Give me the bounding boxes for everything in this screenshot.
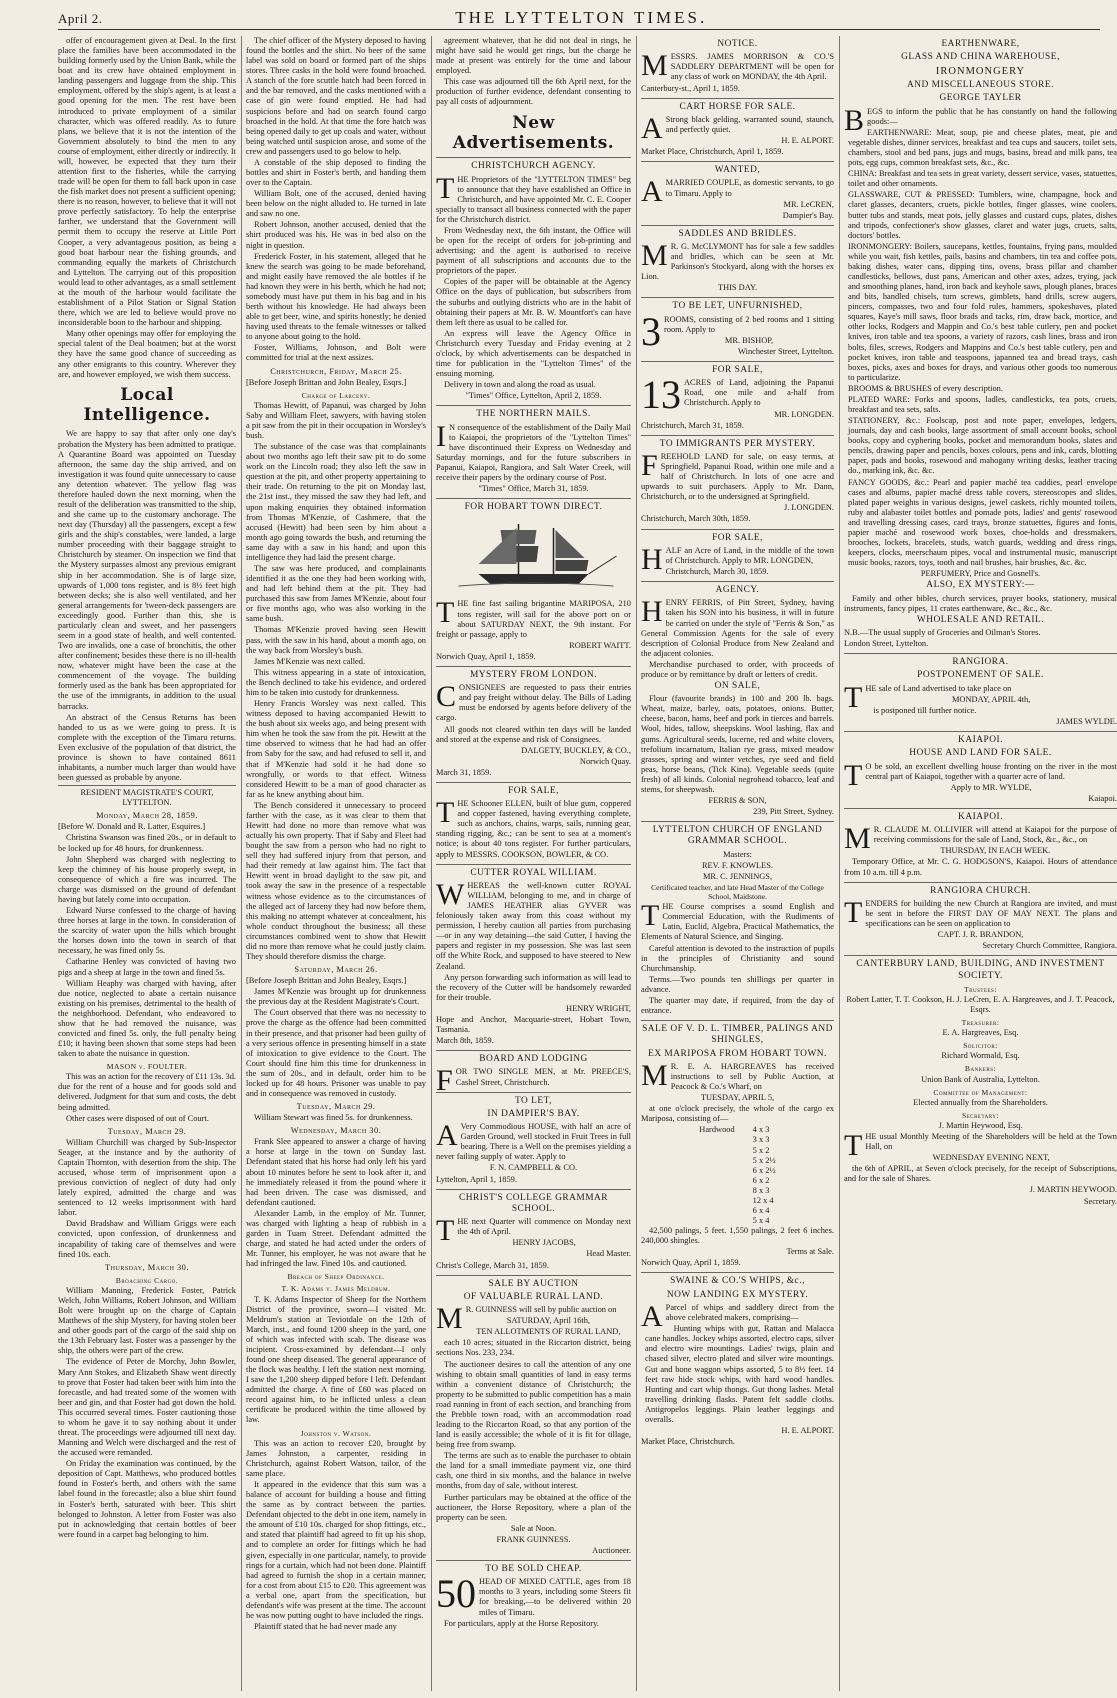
ad-text: HE usual Monthly Meeting of the Shareholders will be held at the Town Hall, on [865, 1132, 1117, 1152]
ad-text: Flour (favourite brands) in 100 and 200 lb. bags. Wheat, maize, barley, oats, potatoes, onions. Butter, cheese, bacon, hams, beef and pork in tierces and barrels. Wool, hides, tallow, sheepskins. Wool lashing, flax and gums. Agricultural seeds, lucerne, red and white clovers, trefolium incarnatum, Italian rye grass, mixed meadow grasses, spring and winter vetches, rye seed and field peas, horse beans, (Tick Kina). Vegetable seeds (quite fresh) of all kinds. Colonial negrohead tobacco, leaf and stems, for sheepwash. [641, 694, 834, 794]
ad-date: Lyttelton, April 1, 1859. [436, 1174, 517, 1184]
divider [58, 785, 236, 786]
ad-thirteen-acres [641, 361, 834, 435]
ad-heading: THE NORTHERN MAILS. [476, 409, 591, 420]
ad-text: Parcel of whips and saddlery direct from the above celebrated makers, comprising— [665, 1303, 834, 1323]
ad-date: WEDNESDAY EVENING NEXT, [932, 1153, 1050, 1163]
ad-text: REV. F. KNOWLES. [701, 860, 774, 870]
ad-label: Solicitor: [963, 1041, 998, 1051]
column-2 [241, 36, 426, 1691]
ad-location: 239, Pitt Street, Sydney. [753, 807, 834, 817]
ad-date: Christchurch, March 31, 1859. [641, 420, 744, 430]
issue-date: April 2. [58, 11, 103, 26]
ad-text: An express will leave the Agency Office in Christchurch every Tuesday and Friday evening at 2 o'clock, by which advertisements can be despatched in time for publication in the "Lyttelton Times" of the ensuing morning. [436, 328, 631, 379]
ad-signature: MR. BISHOP, [724, 335, 774, 345]
ad-cart-horse: CART HORSE FOR SALE. A Strong black gelding, warranted sound, staunch, and perfectly quiet. H. E. ALPORT. Market Place, Christchurch, April 1, 1859. [641, 98, 834, 162]
ad-board-and-lodging: BOARD AND LODGING FOR TWO SINGLE MEN, at Mr. PREECE'S, Cashel Street, Christchurch. [436, 1050, 631, 1091]
court-case: John Shepherd was charged with neglecting to keep the chimney of his house properly swept, in consequence of which a fire was incurred. The charge was dismissed on the ground of defendant having but lately come into occupation. [58, 854, 236, 904]
court-case: The Court observed that there was no necessity to prove the charge as the offence had been committed in their presence, and that prisoner had been guilty of a very serious offence in presenting himself in a state of intoxication to give evidence to the Court. The Court should fine him this time for drunkenness in the sum of 20s., and in default, order him to be locked up for 48 hours. Prisoner was unable to pay and in consequence was removed in custody. [246, 1008, 426, 1098]
ad-heading: RANGIORA CHURCH. [930, 885, 1031, 896]
ad-location: Norwich Quay. [579, 756, 631, 766]
lead-paragraph: Many other openings may offer for employing the special talent of the Deal boatmen; but at the worst they have the same good chance of succeeding as any other emigrants to this country. Wherever they are, and however employed, we wish them success. [58, 329, 236, 379]
court-case: Frank Slee appeared to answer a charge of having a horse at large in the town on Sunday last. Defendant stated that his horse had only left his yard about 10 minutes before he sent to look after it, and he immediately released it from the pound where it had been driven. The case was dismissed, and defendant cautioned. [246, 1137, 426, 1207]
ad-heading: SALE OF V. D. L. TIMBER, PALINGS AND SHINGLES, [642, 1024, 833, 1046]
ad-item: GLASSWARE, CUT & PRESSED: Tumblers, wine, champagne, hock and claret glasses, decanters, cruets, pickle bottles, finger glasses, wine coolers, butter tubs and stands, meat pots, jelly glasses and custard cups, plates, dishes and tripods, confectioner's show glasses, claret and water jugs, cruets, salts, doctors' bottles. [848, 190, 1117, 240]
ad-heading: CHRISTCHURCH AGENCY. [471, 161, 596, 172]
ad-item: FANCY GOODS, &c.: Pearl and papier maché tea caddies, pearl envelope cases and albums, papier maché dress table covers, stereoscopes and slides, plated paper weights in various designs, jewel caskets, richly mounted toilets, ruby and alabaster toilet bottles and pomade pots, ladies' and gents' rosewood and travelling dressing cases, card trays, bronze statuettes, figures and fonts, papier maché and rosewood work boxes, choe-holds and dressmakers, brooches, lockets, bracelets, studs, watch guards, wedding and dress rings, keepers, clocks, meerschaum pipes, vocal and instrumental music, manuscript music books, razors, toys, tooth and nail brushes, hair brushes, &c. &c. [848, 477, 1117, 568]
ad-heading: WANTED, [714, 165, 761, 176]
ad-text: THIS DAY. [717, 283, 758, 293]
court-date: Wednesday, March 30. [290, 1126, 382, 1136]
timber-table [641, 1125, 834, 1226]
court-date: Saturday, March 26. [294, 965, 378, 975]
timber-size: 5 x 2½ [752, 1155, 776, 1165]
ad-text: HE Schooner ELLEN, built of blue gum, coppered and copper fastened, having everything complete, such as anchors, chains, warps, sails, running gear, standing rigging, &c.; can be sent to sea at a moment's notice; is about 40 tons register. For further particulars, apply to MESSRS. COOKSON, BOWLER, & CO. [436, 799, 631, 859]
ad-heading: FOR SALE, [508, 785, 559, 796]
ad-location: London Street, Lyttelton. [844, 639, 929, 649]
ad-text: Any person forwarding such information as will lead to the recovery of the Cutter will be handsomely rewarded for their trouble. [436, 972, 631, 1002]
ad-item: STATIONERY, &c.: Foolscap, post and note paper, envelopes, ledgers, journals, day and cash books, large assortment of small account books, school books, copy and cyphering books, pocket and memorandum books, slates and pencils, drawing paper and pencils, boxes colours, pens and ink, cards, blotting paper, pads and books, rosewood and mahogany writing desks, leather tracing do., marking ink, &c. &c. [848, 416, 1117, 476]
court-case: This was an action for the recovery of £11 13s. 3d. due for the rent of a house and for goods sold and delivered. Judgment for that sum and costs, the debt being admitted. [58, 1072, 236, 1112]
ad-text: N.B.—The usual supply of Groceries and Oilman's Stores. [844, 628, 1041, 638]
ad-heading: TO BE SOLD CHEAP. [485, 1564, 582, 1575]
ad-text: ENDERS for building the new Church at Rangiora are invited, and must be sent in before the FIRST DAY OF MAY NEXT. The plans and specifications can be seen on application to [865, 898, 1117, 929]
ad-location: Dampier's Bay. [782, 210, 834, 220]
ad-christchurch-agency: CHRISTCHURCH AGENCY. THE Proprietors of the "LYTTELTON TIMES" beg to announce that they have established an Office in Christchurch, and have appointed Mr. C. E. Cooper specially to transact all business connected with the paper for the Christchurch district. From Wednesday next, the 6th instant, the Office will be open for the receipt of orders for job-printing and advertising; and the agent is authorised to receive payment of all subscriptions and accounts due to the proprietors of the paper. Copies of the paper will be obtainable at the Agency Office on the days of publication, but subscribers from the suburbs and outlying districts who are in the habit of obtaining their papers at Mr. B. W. Mountfort's can have them left there as usual to be called for. An express will leave the Agency Office in Christchurch every Tuesday and Friday evening at 2 o'clock, by which advertisements can be despatched in time for publication in the "Lyttelton Times" of the ensuing morning. Delivery in town and along the road as usual. "Times" Office, Lyttelton, April 2, 1859. [436, 157, 631, 405]
ad-heading: EARTHENWARE, [941, 39, 1020, 49]
ad-heading: TO BE LET, UNFURNISHED, [672, 301, 803, 312]
ad-text: Hunting whips with gut, Rattan and Malacca cane handles. Jockey whips assorted, electro caps, silver and electro wire mountings. Ladies' twigs, plain and chased silver, electro plated and silver wire mountings. Gut and bone waggon whips assorted, 5 to 8½ feet. 14 feet raw hide stock whips, with hard wood handles. Hunting and cart whip thongs. Gut thong lashes. Metal travelling drinking flasks. Patent felt saddle cloths. Antigropelos leggings. Plain leather leggings and overalls. [645, 1324, 834, 1424]
ad-text: The auctioneer desires to call the attention of any one wishing to obtain small quantities of land in easy terms within a convenient distance of Christchurch; the property to be submitted to public competition has a main road running in front of each section, and branching from the Prebble town road, with an accommodation road leading to the Riccarton Road, so that any portion of the land is easily accessible; the whole of it is fit for tillage, being free from swamp. [436, 1359, 631, 1450]
court-case: David Bradshaw and William Griggs were each convicted, upon confession, of drunkenness and incapability of taking care of themselves and were fined 10s. each. [58, 1219, 236, 1259]
ad-text: Terms at Sale. [786, 1247, 834, 1257]
ad-label: Secretary: [961, 1110, 1000, 1120]
ad-label: Treasurer: [961, 1018, 1000, 1028]
timber-size: 6 x 2½ [752, 1165, 776, 1175]
ad-text: ONSIGNEES are requested to pass their entries and pay freight without delay. The Bills of Lading must be endorsed by agents before delivery of the cargo. [436, 683, 631, 723]
ship-illustration-icon [436, 516, 631, 596]
ad-heading: SALE BY AUCTION [488, 1278, 579, 1289]
court-case: The Bench considered it unnecessary to proceed farther with the case, as it was clear to them that Hewitt had done no more than remove what was actually his own property. That if Saby and Fleet had bought the saw from a person who had no right to sell they had suffered injury from that person, and had their remedy at law against him. The fact that Hewitt went in broad daylight to the saw pit, and took away the saw in the presence of a respectable witness whose evidence as to the circumstances of the alleged act of larceny they had now before them, this making no attempt whatever at concealment, his whole conduct throughout the business; all these circumstances combined went to show that Hewitt did no more than remove what he could justly claim. They should therefore dismiss the charge. [246, 800, 426, 961]
article-paragraph: agreement whatever, that he did not deal in rings, he might have said he would get rings, but the charge he made at present was entirely for the time and labour employed. [436, 36, 631, 76]
ad-role: Head Master. [586, 1249, 631, 1259]
ad-agency-ferris: AGENCY. HENRY FERRIS, of Pitt Street, Sydney, having taken his SON into his business, it will in future be carried on under the style of "Ferris & Son," as General Commission Agents for the sale of every description of Colonial Produce from New Zealand and the adjacent colonies. Merchandise purchased to order, with proceeds of produce or by remittance by draft or letters of credit. ON SALE, Flour (favourite brands) in 100 and 200 lb. bags. Wheat, maize, barley, oats, potatoes, onions. Butter, cheese, bacon, hams, beef and pork in tierces and barrels. Wool, hides, tallow, sheepskins. Wool lashing, flax and gums. Agricultural seeds, lucerne, red and white clovers, trefolium incarnatum, Italian rye grass, mixed meadow grasses, spring and winter vetches, rye seed and field peas, horse beans, (Tick Kina). Vegetable seeds (quite fresh) of all kinds. Colonial negrohead tobacco, leaf and stems, for sheepwash. FERRIS & SON, 239, Pitt Street, Sydney. [641, 581, 834, 821]
ad-grammar-school: LYTTELTON CHURCH OF ENGLAND GRAMMAR SCHOOL. Masters: REV. F. KNOWLES. MR. C. JENNINGS, Certificated teacher, and late Head Master of the College School, Maidstone. THE Course comprises a sound English and Commercial Education, with the Rudiments of Latin, Euclid, Algebra, Practical Mathematics, the Elements of Natural Science, and Singing. Careful attention is devoted to the instruction of pupils in the principles of Christianity and sound Churchmanship. Terms.—Two pounds ten shillings per quarter in advance. The quarter may date, if required, from the day of entrance. [641, 821, 834, 1020]
court-case: Thomas Hewitt, of Papanui, was charged by John Saby and William Fleet, sawyers, with having stolen a pit saw from the pit in their occupation in Worsley's bush. [246, 400, 426, 440]
ad-text: Masters: [723, 849, 752, 859]
ad-date: Market Place, Christchurch, April 1, 1859. [641, 147, 784, 157]
ad-label: Trustees: [964, 984, 997, 994]
ad-item: BROOMS & BRUSHES of every description. [848, 383, 1003, 393]
ad-text: EGS to inform the public that he has constantly on hand the following goods:— [867, 106, 1117, 126]
court-case: The substance of the case was that complainants about two months ago left their saw pit to do some work on the Lincoln road; they also left the saw in question at the pit, and other property appertaining to their trade. On returning to the pit on Monday last, the 21st inst., they missed the saw they had left, and upon making enquiries they obtained information from Thomas M'Kenzie, of Cashmere, that the accused (Hewitt) had been seen by him about a month ago going towards the bush, and returning the same day with a saw in his hand; and upon this intelligence they had laid the present charge. [246, 442, 426, 562]
ad-text: HE fine fast sailing brigantine MARIPOSA, 210 tons register, will sail for the above port on or about SATURDAY NEXT, the 9th instant. For freight or passage, apply to [436, 599, 631, 639]
ad-location: Hope and Anchor, Macquarie-street, Hobart Town, Tasmania. [436, 1014, 631, 1035]
ad-text: Family and other bibles, church services, prayer books, stationery, musical instruments, fancy pipes, 11 crates earthenware, &c., &c., &c. [844, 593, 1117, 613]
case-heading: MASON v. FOULTER. [106, 1062, 188, 1072]
ad-heading: SWAINE & CO.'S WHIPS, &c., [670, 1276, 805, 1287]
columns [58, 36, 1117, 1691]
ad-text: HE Proprietors of the "LYTTELTON TIMES" beg to announce that they have established an Office in Christchurch, and have appointed Mr. C. E. Cooper specially to transact all business connected with the paper for the Christchurch district. [436, 174, 631, 224]
ad-signature: FERRIS & SON, [708, 796, 767, 806]
ad-text: Strong black gelding, warranted sound, staunch, and perfectly quiet. [665, 114, 834, 134]
ad-text: For particulars, apply at the Horse Repository. [444, 1618, 599, 1628]
timber-size: 6 x 4 [752, 1206, 770, 1215]
timber-size: 3 x 3 [752, 1135, 770, 1145]
ad-text: Further particulars may be obtained at the office of the auctioneer, the Horse Repository, where a plan of the property can be seen. [436, 1492, 631, 1522]
ad-heading: NOTICE. [717, 39, 758, 49]
ad-heading: FOR SALE, [712, 365, 763, 376]
timber-size: 4 x 3 [752, 1125, 770, 1135]
ad-mixed-cattle [436, 1560, 631, 1633]
ad-text: HE Course comprises a sound English and Commercial Education, with the Rudiments of Latin, Euclid, Algebra, Practical Mathematics, the Elements of Natural Science, and Singing. [641, 902, 834, 942]
ad-text: Careful attention is devoted to the instruction of pupils in the principles of Christianity and sound Churchmanship. [641, 943, 834, 973]
ad-signature: F. N. CAMPBELL & CO. [489, 1163, 578, 1173]
court-case: Christina Swanson was fined 20s., or in default to be locked up for 48 hours, for drunkenness. [58, 833, 236, 853]
article-paragraph: Robert Johnson, another accused, denied that the shirt produced was his. He was in bed also on the night in question. [246, 220, 426, 250]
ad-date: THURSDAY, IN EACH WEEK. [940, 846, 1051, 856]
ad-signature: J. LONGDEN. [783, 503, 834, 513]
court-case: Catharine Henley was convicted of having two pigs and a sheep at large in the town and fined 5s. [58, 957, 236, 977]
timber-size: 5 x 2 [752, 1145, 770, 1155]
masthead [58, 8, 1100, 30]
court-case: On Friday the examination was continued, by the deposition of Capt. Matthews, who produced bottles found in Foster's berth, and others with the same label found in the forecastle; also a blue shirt found in Foster's berth, saturated with beer. This shirt belonged to Johnston. A letter from Foster was also put in acknowledging that certain bottles of beer were found in a carpet bag belonging to him. [58, 1459, 236, 1539]
court-case: William Churchill was charged by Sub-Inspector Seager, at the instance and by the authority of Captain Thornton, with desertion from the ship. The accused, whose term of imprisonment upon a previous conviction of neglect of duty had only lately expired, admitted the charge and was sentenced to 12 weeks imprisonment with hard labor. [58, 1137, 236, 1218]
ad-text: 42,500 palings, 5 feet. 1,550 palings, 2 feet 6 inches. 240,000 shingles. [641, 1226, 834, 1246]
timber-size: 5 x 4 [752, 1216, 770, 1226]
ad-subheading: OF VALUABLE RURAL LAND. [463, 1291, 604, 1302]
article-paragraph: William Bolt, one of the accused, denied having been below on the night alluded to. He turned in late and saw no one. [246, 189, 426, 219]
ad-date: Canterbury-st., April 1, 1859. [641, 83, 740, 93]
ad-sale-by-auction: SALE BY AUCTION OF VALUABLE RURAL LAND. M R. GUINNESS will sell by public auction on SATURDAY, April 16th, TEN ALLOTMENTS OF RURAL LAND, each 10 acres; situated in the Riccarton district, being sections Nos. 233, 234. The auctioneer desires to call the attention of any one wishing to obtain small quantities of land in easy terms within a convenient distance of Christchurch; the property to be submitted to public competition has a main road running in front of each section, and branching from the Prebble town road, with an accommodation road leading to the Riccarton Road, so that any portion of the land is easily accessible; the whole of it is fit for tillage, being free from swamp. The terms are such as to enable the purchaser to obtain the land for a small immediate payment viz, one third cash, one third in six months, and the balance in twelve months, from day of sale, without interest. Further particulars may be obtained at the office of the auctioneer, the Horse Repository, where a plan of the property can be seen. Sale at Noon. FRANK GUINNESS. Auctioneer. [436, 1275, 631, 1560]
ad-role: Secretary Church Committee, Rangiora. [982, 941, 1117, 951]
court-case: William Stewart was fined 5s. for drunkenness. [254, 1113, 413, 1123]
column-1 [58, 36, 236, 1691]
ad-heading: CHRIST'S COLLEGE GRAMMAR SCHOOL. [458, 1192, 609, 1214]
ad-text: Richard Wormald, Esq. [941, 1051, 1020, 1061]
ad-heading: KAIAPOI. [958, 735, 1003, 746]
ad-text: MR. C. JENNINGS, [702, 871, 773, 881]
court-bench: [Before Joseph Brittan and John Bealey, Esqrs.] [246, 377, 407, 387]
ad-signature: Apply to MR. WYLDE, [950, 782, 1032, 792]
ad-earthenware-warehouse: EARTHENWARE, GLASS AND CHINA WAREHOUSE, IRONMONGERY AND MISCELLANEOUS STORE. GEORGE TAYLER BEGS to inform the public that he has constantly on hand the following goods:— EARTHENWARE: Meat, soup, pie and cheese plates, meat, pie and vegetable dishes, dinner services, breakfast and tea cups and saucers, toilet sets, chambers, stool and bed pans, jugs and mugs, basins, bread and milk pans, tea pots, egg cups, common breakfast sets, &c., &c. CHINA: Breakfast and tea sets in great variety, dessert service, vases, statuettes, toilet and other ornaments. GLASSWARE, CUT & PRESSED: Tumblers, wine, champagne, hock and claret glasses, decanters, cruets, pickle bottles, finger glasses, wine coolers, butter tubs and stands, meat pots, jelly glasses and custard cups, plates, dishes and tripods, confectioner's show glasses, claret and water jugs, cruets, salts, doctors' bottles. IRONMONGERY: Boilers, saucepans, kettles, fountains, frying pans, moulded while you wait, fish kettles, pails, basins and chambers, tin tea and coffee pots, baking dishes, water cans, dipping tins, ovens, brass pillar and chamber candlesticks, bellows, dust pans, American and other axes, adzes, trying, jack and smoothing planes, hand, iron back and keyhole saws, plough planes, braces and bits, handled chisels, turn screws, gimblets, hand drills, screw augers, pincers, compasses, two and four fold rules, hammers, spokeshaves, plated squares, Kaye's mill saws, floor brads and tacks, rim, draw back, mortice, and other locks, Rodgers and Mappin and Co.'s best table cutlery, pen and pocket knives, iron table and tea spoons, a variety of razors, cash lines, brass and iron bolts, files, screws, Rodgers and Mappins and Co.'s best table cutlery, pen and pocket knives, iron table and teaspoons, japanned tea and bread trays, cash boxes, picks, axes and boxes for drays, and various other goods too numerous to particularize. BROOMS & BRUSHES of every description. PLATED WARE: Forks and spoons, ladles, candlesticks, tea pots, cruets, breakfast and tea sets, salts. STATIONERY, &c.: Foolscap, post and note paper, envelopes, ledgers, journals, day and cash books, large assortment of small account books, school books, copy and cyphering books, pocket and memorandum books, slates and pencils, drawing paper and pencils, boxes colours, pens and ink, cards, blotting paper, pads and books, rosewood and mahogany writing desks, leather tracing do., marking ink, &c. &c. FANCY GOODS, &c.: Pearl and papier maché tea caddies, pearl envelope cases and albums, papier maché dress table covers, stereoscopes and slides, plated paper weights in various designs, jewel caskets, richly mounted toilets, ruby and alabaster toilet bottles and pomade pots, ladies' and gents' rosewood and travelling dressing cases, card trays, bronze statuettes, figures and fonts, papier maché and rosewood work boxes, choe-holds and dressmakers, brooches, lockets, bracelets, studs, watch guards, wedding and dress rings, keepers, clocks, meerschaum pipes, vocal and instrumental music, manuscript music books, razors, toys, tooth and nail brushes, hair brushes, &c. &c. PERFUMERY, Price and Gosnell's. ALSO, EX MYSTERY:— Family and other bibles, church services, prayer books, stationery, musical instruments, fancy pipes, 11 crates earthenware, &c., &c., &c. WHOLESALE AND RETAIL. N.B.—The usual supply of Groceries and Oilman's Stores. London Street, Lyttelton. [844, 39, 1117, 649]
ad-label: Bankers: [964, 1064, 997, 1074]
ad-immigrants-mystery: TO IMMIGRANTS PER MYSTERY. FREEHOLD LAND for sale, on easy terms, at Springfield, Papanui Road, within one mile and a half of Christchurch. In lots of one acre and upwards to suit purchasers. Apply to Mr. Dann, Christchurch, or to the undersigned at Springfield. J. LONGDEN. Christchurch, March 30th, 1859. [641, 435, 834, 529]
timber-size: 6 x 2 [752, 1175, 770, 1185]
ad-date: SATURDAY, April 16th, [506, 1316, 590, 1326]
court-case: T. K. Adams Inspector of Sheep for the Northern District of the province, sworn—I visited Mr. Meldrum's station at Teviotdale on the 12th of March, inst., and found 1200 sheep in the yard, one of which was infected with scab. The disease was incipient. Cross-examined by defendant—I only found one sheep diseased. The general appearance of the flock was healthy. I left the station next morning. I saw the 1,200 sheep dipped before I left. Defendant admitted the charge. A fine of £60 was placed on record against him, to be inflicted unless a clean certificate be produced within the time allowed by law. [246, 1294, 426, 1425]
ad-text: R. CLAUDE M. OLLIVIER will attend at Kaiapoi for the purpose of receiving commissions for the sale of Land, Stock, &c., &c., on [873, 825, 1117, 845]
ad-heading: CUTTER ROYAL WILLIAM. [470, 867, 597, 878]
ad-text: J. Martin Heywood, Esq. [938, 1120, 1023, 1130]
ad-number: 3 [641, 308, 661, 354]
ad-subheading: WHOLESALE AND RETAIL. [916, 614, 1045, 625]
ad-text: Sale at Noon. [510, 1523, 557, 1533]
ad-subheading: NOW LANDING EX MYSTERY. [666, 1289, 809, 1300]
ad-subheading: HOUSE AND LAND FOR SALE. [909, 748, 1052, 759]
ad-signature: "Times" Office, March 31, 1859. [478, 484, 589, 494]
ad-text: O be sold, an excellent dwelling house fronting on the river in the most central part of Kaiapoi, together with a quarter acre of land. [865, 761, 1117, 781]
ad-text: All goods not cleared within ten days will be landed and stored at the expense and risk of Consignees. [436, 724, 631, 744]
newspaper-title: THE LYTTELTON TIMES. [455, 8, 708, 27]
ad-signature: JAMES WYLDE. [1056, 716, 1117, 726]
ad-to-be-let [641, 297, 834, 361]
ad-text: ROOMS, consisting of 2 bed rooms and 1 sitting room. Apply to [664, 314, 834, 334]
ad-text: ESSRS. JAMES MORRISON & CO.'S SADDLERY DEPARTMENT will be open for any class of work on MONDAY, the 4th April. [670, 52, 834, 82]
ad-subheading: ON SALE, [714, 680, 761, 691]
ad-signature: ROBERT WAITT. [569, 640, 631, 650]
ad-text: Delivery in town and along the road as usual. [444, 380, 596, 390]
ad-location: Winchester Street, Lyttelton. [738, 346, 834, 356]
court-case: The evidence of Peter de Morchy, John Bowler, Mary Ann Stokes, and Elizabeth Shaw went directly to prove that Foster had taken beer with him into the forecastle, and had treated some of the women with beer and gin, and that Foster had got down the hold. This occurred several times. Foster cautioning those to whom he gave it to say nothing about it under threat. The proceedings were adjourned till next day. Manning and Welch were discharged and the rest of the accused were remanded. [58, 1357, 236, 1458]
ad-text: R. E. A. HARGREAVES has received instructions to sell by Public Auction, at Peacock & Co.'s Wharf, on [670, 1061, 834, 1092]
ad-text: TEN ALLOTMENTS OF RURAL LAND, [476, 1327, 621, 1337]
article-paragraph: Foster, Williams, Johnson, and Bolt were committed for trial at the next assizes. [246, 343, 426, 363]
ad-cutter-royal-william: CUTTER ROYAL WILLIAM. WHEREAS the well-known cutter ROYAL WILLIAM, belonging to me, and in charge of JAMES HEATHER alias GYVER was feloniously taken away from this coast without my permission, I hereby caution all parties from purchasing—or in any way detaining—the said Cutter, I having the papers and register in my possession. She was last seen off the White Rock, and supposed to have steered to New Zealand. Any person forwarding such information as will lead to the recovery of the Cutter will be handsomely rewarded for their trouble. HENRY WRIGHT, Hope and Anchor, Macquarie-street, Hobart Town, Tasmania. March 8th, 1859. [436, 864, 631, 1051]
ad-text: REEHOLD LAND for sale, on easy terms, at Springfield, Papanui Road, within one mile and a half of Christchurch. In lots of one acre and upwards to suit purchasers. Apply to Mr. Dann, Christchurch, or to the undersigned at Springfield. [641, 452, 834, 502]
ad-date: MONDAY, APRIL 4th, [951, 694, 1031, 704]
ad-heading: RANGIORA. [952, 657, 1009, 668]
ad-heading: TO IMMIGRANTS PER MYSTERY. [659, 438, 816, 449]
ad-signature: DALGETY, BUCKLEY, & CO., [521, 745, 631, 755]
ad-christs-college: CHRIST'S COLLEGE GRAMMAR SCHOOL. THE next Quarter will commence on Monday next the 4th of April. HENRY JACOBS, Head Master. Christ's College, March 31, 1859. [436, 1189, 631, 1275]
column-3 [431, 36, 631, 1691]
ad-text: each 10 acres; situated in the Riccarton district, being sections Nos. 233, 234. [436, 1338, 631, 1358]
court-case: Thomas M'Kenzie proved having seen Hewitt pass, with the saw in his hand, about a month ago, on the way back from Worsley's bush. [246, 625, 426, 655]
ad-saddles-and-bridles: SADDLES AND BRIDLES. M R. G. McCLYMONT has for sale a few saddles and bridles, which can be seen at Mr. Parkinson's Stockyard, along with the horses ex Lion. THIS DAY. [641, 225, 834, 298]
ad-subheading: IN DAMPIER'S BAY. [487, 1108, 580, 1119]
ad-role: Secretary. [1083, 1196, 1117, 1206]
ad-northern-mails: THE NORTHERN MAILS. I N consequence of the establishment of the Daily Mail to Kaiapoi, the proprietors of the "Lyttelton Times" have discontinued their Express on Wednesday and Saturday mornings, and for the future subscribers in Papanui, Kaiapoi, Rangiora, and Salt Water Creek, will receive their papers by the ordinary course of Post. "Times" Office, March 31, 1859. [436, 405, 631, 498]
ad-heading: LYTTELTON CHURCH OF ENGLAND GRAMMAR SCHOOL. [652, 825, 823, 847]
ad-heading: CART HORSE FOR SALE. [679, 101, 796, 112]
timber-size: 8 x 3 [752, 1185, 770, 1195]
ad-kaiapoi-ollivier: KAIAPOI. M R. CLAUDE M. OLLIVIER will attend at Kaiapoi for the purpose of receiving commissions for the sale of Land, Stock, &c., &c., on THURSDAY, IN EACH WEEK. Temporary Office, at Mr. C. G. HODGSON'S, Kaiapoi. Hours of attendance from 10 a.m. till 4 p.m. [844, 808, 1117, 882]
ad-text: Terms.—Two pounds ten shillings per quarter in advance. [641, 974, 834, 994]
court-case: It appeared in the evidence that this sum was a balance of account for building a house and fitting the same as by contract between the parties. Defendant objected to the debt in one item, namely in the amount of £10 10s. charged for shop fittings, etc., and stated that plaintiff had agreed to fit up his shop, and to complete an order for fittings which he had given, especially in one particular, namely, to provide rings for a curtain, which had not been done. Plaintiff had agreed to furnish the shop in a certain manner, for a cost from about £15 to £20. This agreement was a verbal one, apart from the specification, but defendant's wife was present at the time. The account he was now putting ought to have included the rings. [246, 1479, 427, 1620]
ad-signature: FRANK GUINNESS. [496, 1534, 571, 1544]
court-case: Other cases were disposed of out of Court. [66, 1113, 209, 1123]
ad-item: EARTHENWARE: Meat, soup, pie and cheese plates, meat, pie and vegetable dishes, dinner services, breakfast and tea cups and saucers, toilet sets, chambers, stool and bed pans, jugs and mugs, basins, bread and milk pans, tea pots, egg cups, common breakfast sets, &c., &c. [848, 127, 1117, 168]
ad-date: Christchurch, March 30, 1859. [665, 566, 769, 576]
ad-hobart-town: FOR HOBART TOWN DIRECT. THE fine fast sailing brigantine MARIPOSA, 210 tons register, will sail for the above port on or about SATURDAY NEXT, the 9th instant. For freight or passage, apply to ROBERT WAITT. Norwich Quay, April 1, 1859. [436, 498, 631, 666]
article-paragraph: A constable of the ship deposed to finding the bottles and shirt in Foster's berth, and handing them over to the Captain. [246, 157, 426, 188]
column-5 [839, 36, 1117, 1691]
ad-heading: CANTERBURY LAND, BUILDING, AND INVESTMENT SOCIETY. [856, 959, 1105, 981]
ad-date: Norwich Quay, April 1, 1859. [436, 651, 536, 661]
ad-text: The terms are such as to enable the purchaser to obtain the land for a small immediate payment viz, one third cash, one third in six months, and the balance in twelve months, from day of sale, without interest. [436, 1451, 631, 1491]
case-heading: T. K. Adams v. James Meldrum. [281, 1284, 391, 1294]
ad-heading: BOARD AND LODGING [479, 1054, 588, 1065]
lead-paragraph: offer of encouragement given at Deal. In the first place the families have been accommodated in the building formerly used by the Union Bank, while the boat and its crew have obtained employment in landing passengers and luggage from the ship. This employment, offered by the ship's agent, is at least a good opening for the men. The rest have been introduced to private employment of a similar character, which was offered readily. As to future plans, we believe that it is not the intention of the Government absolutely to bind the men to any course of employment, either directly or indirectly. It will, however, be expected that they turn their attention first to the fisheries, while the carrying trade will be open for them to fall back upon in case the fish market does not present a sufficient opening; there is no reason, however, to believe that it will not prove perfectly satisfactory. To help the enterprise farther, we understand that the Government will permit them to occupy the reserve at Little Port Cooper, a very advantageous position, as being a good boat harbour near the fishing grounds, and commanding equally the markets of Christchurch and Lyttelton. The carrying out of this proposition would lead to other advantages, as a small settlement at the mouth of the harbour would facilitate the establishment of a Pilot Station or Signal Station there, which we are led to believe would prove no inconsiderable boon to the harbour and shipping. [58, 36, 236, 328]
article-paragraph: Frederick Foster, in his statement, alleged that he knew the search was going to be made beforehand, and might easily have removed the ale bottles if he had known they were in his berth, which he had not; somebody must have put them in his bag and in his berth without his knowledge. He had always been able to get beer, wine, and spirits honestly; he denied having used threats to the female witnesses or talked to anyone about going to the hold. [246, 251, 426, 342]
ad-text: ALF an Acre of Land, in the middle of the town of Christchurch. Apply to MR. LONGDEN, [665, 545, 834, 565]
ad-label: Committee of Management: [933, 1087, 1028, 1097]
ad-heading: TO LET, [515, 1095, 552, 1106]
ad-wanted: WANTED, AMARRIED COUPLE, as domestic servants, to go to Timaru. Apply to MR. LeCREN, Dampier's Bay. [641, 161, 834, 225]
ad-timber-sale: SALE OF V. D. L. TIMBER, PALINGS AND SHINGLES, EX MARIPOSA FROM HOBART TOWN. M R. E. A. HARGREAVES has received instructions to sell by Public Auction, at Peacock & Co.'s Wharf, on TUESDAY, APRIL 5, at one o'clock precisely, the whole of the cargo ex Mariposa, consisting of— Hardwood 4 x 3 3 x 3 5 x 2 5 x 2½ 6 x 2½ 6 x 2 8 x 3 12 x 4 6 x 4 5 x 4 42,500 palings, 5 feet. 1,550 palings, 2 feet 6 inches. 240,000 shingles. Terms at Sale. Norwich Quay, April 1, 1859. [641, 1020, 834, 1272]
ad-text: HEAD OF MIXED CATTLE, ages from 18 months to 3 years, including some Steers fit for breaking,—to be delivered within 20 miles of Timaru. [479, 1577, 631, 1617]
ad-subheading: IRONMONGERY [935, 65, 1026, 77]
ad-signature: J. MARTIN HEYWOOD. [1029, 1185, 1117, 1195]
ad-date: TUESDAY, APRIL 5, [700, 1093, 775, 1103]
ad-date: March 8th, 1859. [436, 1036, 494, 1046]
ad-signature: H. E. ALPORT. [781, 136, 834, 146]
timber-sizes [753, 1125, 776, 1226]
ad-signature: H. E. ALPORT. [781, 1425, 834, 1435]
ad-text: Merchandise purchased to order, with proceeds of produce or by remittance by draft or letters of credit. [641, 659, 834, 679]
case-heading: Charge of Larceny. [301, 390, 371, 400]
ad-heading: SADDLES AND BRIDLES. [678, 228, 797, 239]
ad-location: Market Place, Christchurch. [641, 1437, 735, 1447]
court-date: Tuesday, March 29. [107, 1126, 187, 1136]
ad-text: R. GUINNESS will sell by public auction on [465, 1305, 617, 1315]
ad-heading: MYSTERY FROM LONDON. [469, 669, 598, 680]
court-bench: [Before W. Donald and R. Latter, Esquires.] [58, 822, 206, 832]
ad-text: Union Bank of Australia, Lyttelton. [921, 1074, 1040, 1084]
ad-text: Elected annually from the Shareholders. [913, 1097, 1048, 1107]
column-4 [636, 36, 834, 1691]
ad-location: Kaiapoi. [1088, 793, 1117, 803]
ad-text: R. G. McCLYMONT has for sale a few saddles and bridles, which can be seen at Mr. Parkinson's Stockyard, along with the horses ex Lion. [641, 242, 834, 282]
local-intelligence-heading: Local Intelligence. [83, 384, 211, 426]
ad-text: the 6th of APRIL, at Seven o'clock precisely, for the receipt of Subscriptions, and for the sale of Shares. [844, 1164, 1117, 1184]
case-heading: Breach of Sheep Ordinance. [287, 1272, 385, 1282]
case-heading: Johnston v. Watson. [300, 1428, 372, 1438]
court-date: Tuesday, March 29. [296, 1102, 376, 1112]
timber-size: 12 x 4 [752, 1195, 774, 1205]
ad-date: Christchurch, March 30th, 1859. [641, 514, 751, 524]
ad-signature: CAPT. J. R. BRANDON, [937, 930, 1024, 940]
court-date: Monday, March 28, 1859. [96, 811, 198, 821]
court-case: Edward Nurse confessed to the charge of having three horses at large in the town. In consideration of the scarcity of water upon the hills which brought the horses down into the town in search of that necessary, he was fined only 5s. [58, 906, 236, 956]
ad-signature: MR. LONGDEN. [774, 409, 834, 419]
ad-item: CHINA: Breakfast and tea sets in great variety, dessert service, vases, statuettes, toilet and other ornaments. [848, 169, 1117, 189]
ad-date: Norwich Quay, April 1, 1859. [641, 1258, 741, 1268]
ad-text: The quarter may date, if required, from the day of entrance. [641, 995, 834, 1015]
court-date: Christchurch, Friday, March 25. [270, 366, 402, 376]
ad-text: From Wednesday next, the 6th instant, the Office will be open for the receipt of orders for job-printing and advertising; and the agent is authorised to receive payment of all subscriptions and accounts due to the proprietors of the paper. [436, 226, 631, 276]
new-advertisements-heading: New Advertisements. [452, 112, 615, 153]
article-paragraph: This case was adjourned till the 6th April next, for the production of further evidence, defendant consenting to pay all costs of adjournment. [436, 77, 631, 107]
court-date: Thursday, March 30. [105, 1262, 189, 1272]
ad-heading: FOR SALE, [712, 532, 763, 543]
ad-role: Auctioneer. [592, 1545, 631, 1555]
ad-text: is postponed till further notice. [873, 705, 977, 715]
ad-text: at one o'clock precisely, the whole of the cargo ex Mariposa, consisting of— [641, 1104, 834, 1124]
court-bench: [Before Joseph Brittan and John Bealey, Esqrs.] [246, 976, 407, 986]
court-case: The saw was here produced, and complainants identified it as the one they had been working with, and had left behind them at the pit. They had purchased this saw from James M'Kenzie, about four or five months ago, who was also working in the same bush. [246, 564, 426, 624]
ad-signature: HENRY WRIGHT, [566, 1003, 631, 1013]
ad-subheading: AND MISCELLANEOUS STORE. [907, 80, 1054, 91]
ad-half-acre: FOR SALE, HALF an Acre of Land, in the middle of the town of Christchurch. Apply to MR. LONGDEN, Christchurch, March 30, 1859. [641, 529, 834, 582]
ad-text: E. A. Hargreaves, Esq. [942, 1028, 1019, 1038]
ad-signature: "Times" Office, Lyttelton, April 2, 1859. [465, 391, 602, 401]
ad-text: Robert Latter, T. T. Cookson, H. J. LeCren, E. A. Hargreaves, and J. T. Peacock, Esqrs. [846, 994, 1115, 1015]
ad-text: ACRES of Land, adjoining the Papanui Road, one mile and a-half from Christchurch. Apply to [684, 378, 834, 408]
ad-subheading: EX MARIPOSA FROM HOBART TOWN. [648, 1048, 827, 1059]
court-title: RESIDENT MAGISTRATE'S COURT, LYTTELTON. [80, 788, 214, 808]
ad-date: Christ's College, March 31, 1859. [436, 1260, 549, 1270]
article-paragraph: An abstract of the Census Returns has been handed to us as we were going to press. It is complete with the exception of the Timaru returns. Even exclusive of the population of that district, the province is shown to have contained 8611 inhabitants, a number much larger than would have been guessed as probable by anyone. [58, 712, 236, 783]
ad-text: HE sale of Land advertised to take place on [865, 683, 1012, 693]
ad-kaiapoi-house: KAIAPOI. HOUSE AND LAND FOR SALE. T O be sold, an excellent dwelling house fronting on the river in the most central part of Kaiapoi, together with a quarter acre of land. Apply to MR. WYLDE, Kaiapoi. [844, 731, 1117, 808]
ad-item: PERFUMERY, Price and Gosnell's. [920, 569, 1041, 579]
timber-label: Hardwood [699, 1125, 735, 1135]
ad-text: ENRY FERRIS, of Pitt Street, Sydney, having taken his SON into his business, it will in future be carried on under the style of "Ferris & Son," as General Commission Agents for the sale of every description of Colonial Produce from New Zealand and the adjacent colonies. [641, 598, 834, 658]
ad-heading: KAIAPOI. [958, 811, 1003, 822]
court-case: William Heaphy was charged with having, after due notice, neglected to abate a certain nuisance existing on his premises, detrimental to the health of the neighborhood. Defendant, who endeavored to show that he had removed the nuisance, was convicted and fined 5s. only, the full penalty being £10; it having been shown that some steps had been taken to abate the nuisance in question. [58, 978, 236, 1059]
court-case: Plaintiff stated that he had never made any [254, 1622, 397, 1632]
article-paragraph: The chief officer of the Mystery deposed to having found the bottles and the shirt. No beer of the same label was sold on board or formed part of the ships stores. Three casks in the hold were found broached. A stanch of the fore scuttle hatch had been forced in and the bar removed, and the casks mentioned with a case of gin were found emptied. He had had suspicions before and had on search found cargo broached in the hold. At that time the fore hatch was being opened daily to get up coals and water, without being watched until suspicion arose, and some of the crew and passengers used to go below to help. [246, 36, 426, 156]
ad-text: MARRIED COUPLE, as domestic servants, to go to Timaru. Apply to [665, 178, 834, 198]
ad-heading: FOR HOBART TOWN DIRECT. [464, 502, 603, 513]
ad-text: Certificated teacher, and late Head Master of the College School, Maidstone. [651, 882, 824, 902]
court-case: Alexander Lamb, in the employ of Mr. Tunner, was charged with lighting a heap of rubbish in a garden in Tuam Street. Defendant admitted the charge, and stated he had acted under the orders of Mr. Tunner, his employer, he was not aware that he had infringed the law. Fined 10s. and cautioned. [246, 1208, 426, 1269]
ad-date: March 31, 1859. [436, 767, 492, 777]
ad-item: IRONMONGERY: Boilers, saucepans, kettles, fountains, frying pans, moulded while you wait, fish kettles, pails, basins and chambers, tin tea and coffee pots, baking dishes, water cans, dipping tins, ovens, brass pillar and chamber candlesticks, bellows, dust pans, American and other axes, adzes, trying, jack and smoothing planes, hand, iron back and keyhole saws, plough planes, braces and bits, handled chisels, turn screws, gimblets, hand drills, screw augers, pincers, compasses, two and four fold rules, hammers, spokeshaves, plated squares, Kaye's mill saws, floor brads and tacks, rim, draw back, mortice, and other locks, Rodgers and Mappin and Co.'s best table cutlery, pen and pocket knives, iron table and tea spoons, a variety of razors, cash lines, brass and iron bolts, files, screws, Rodgers and Mappins and Co.'s best table cutlery, pen and pocket knives, iron table and teaspoons, japanned tea and bread trays, cash boxes, picks, axes and boxes for drays, and various other goods too numerous to particularize. [848, 241, 1117, 382]
ad-text: HE next Quarter will commence on Monday next the 4th of April. [457, 1217, 631, 1237]
ad-number: 50 [436, 1571, 476, 1617]
article-paragraph: We are happy to say that after only one day's probation the Mystery has been admitted to pratique. A Quarantine Board was appointed on Tuesday afternoon, the same day the ship arrived, and on investigation it was found quite unnecessary to cause any detention whatever. The yellow flag was therefore hauled down the next morning, when the result of the deliberation was transmitted to the ship, and she came up to the customary anchorage. The next day (Thursday) all the passengers, except a few girls and the ship's constables, were landed, a large number proceeding with their baggage straight to Christchurch by steamer. On inspection we find that the Mystery surpasses almost any previous emigrant ship in her accommodation. She is of large size, upwards of 1,000 tons register, and is 8½ feet high between decks; she is also well ventilated, and her general arrangements for 'tween-deck passengers are exceedingly good. Further than this, she is particularly clean and sweet, and her passengers seem in a good state of health, and well contented. Two are invalids, one a case of bronchitis, the other after confinement; besides these there is no ill-health now, whatever might have been the case at the commencement of the voyage. The building formerly used as the bank has been appropriated for the use of the immigrants, in addition to the usual barracks. [58, 429, 236, 711]
ad-canterbury-land-society: CANTERBURY LAND, BUILDING, AND INVESTMENT SOCIETY. Trustees: Robert Latter, T. T. Cookson, H. J. LeCren, E. A. Hargreaves, and J. T. Peacock, Esqrs. Treasurer: E. A. Hargreaves, Esq. Solicitor: Richard Wormald, Esq. Bankers: Union Bank of Australia, Lyttelton. Committee of Management: Elected annually from the Shareholders. Secretary: J. Martin Heywood, Esq. THE usual Monthly Meeting of the Shareholders will be held at the Town Hall, on WEDNESDAY EVENING NEXT, the 6th of APRIL, at Seven o'clock precisely, for the receipt of Subscriptions, and for the sale of Shares. J. MARTIN HEYWOOD. Secretary. [844, 955, 1117, 1210]
ad-notice-saddlery: NOTICE. MESSRS. JAMES MORRISON & CO.'S SADDLERY DEPARTMENT will be open for any class of work on MONDAY, the 4th April. Canterbury-st., April 1, 1859. [641, 39, 834, 93]
ad-heading: AGENCY. [715, 585, 760, 596]
ad-to-let-dampiers-bay: TO LET, IN DAMPIER'S BAY. A Very Commodious HOUSE, with half an acre of Garden Ground, well stocked in Fruit Trees in full bearing. There is a Well on the premises yielding a never failing supply of water. Apply to F. N. CAMPBELL & CO. Lyttelton, April 1, 1859. [436, 1092, 631, 1189]
ad-subheading: ALSO, EX MYSTERY:— [926, 580, 1035, 591]
ad-rangiora-postponement: RANGIORA. POSTPONEMENT OF SALE. THE sale of Land advertised to take place on MONDAY, APRIL 4th, is postponed till further notice. JAMES WYLDE. [844, 653, 1117, 731]
ad-text: Temporary Office, at Mr. C. G. HODGSON'S, Kaiapoi. Hours of attendance from 10 a.m. till 4 p.m. [844, 857, 1117, 877]
ad-text: Copies of the paper will be obtainable at the Agency Office on the days of publication, but subscribers from the suburbs and outlying districts who are in the habit of obtaining their papers at Mr. B. W. Mountfort's can have them left there as usual to be called for. [436, 277, 631, 327]
case-heading: Broaching Cargo. [115, 1275, 179, 1285]
ad-owner: GEORGE TAYLER [939, 93, 1022, 104]
ad-text: OR TWO SINGLE MEN, at Mr. PREECE'S, Cashel Street, Christchurch. [455, 1067, 631, 1087]
ad-text: HEREAS the well-known cutter ROYAL WILLIAM, belonging to me, and in charge of JAMES HEATHER alias GYVER was feloniously taken away from this coast without my permission, I hereby caution all parties from purchasing—or in any way detaining—the said Cutter, I having the papers and register in my possession. She was last seen off the White Rock, and supposed to have steered to New Zealand. [436, 880, 631, 971]
ad-signature: MR. LeCREN, [783, 199, 834, 209]
court-case: James M'Kenzie was brought up for drunkenness the previous day at the Resident Magistrate's Court. [246, 987, 426, 1007]
court-case: Henry Francis Worsley was next called. This witness deposed to having accompanied Hewitt to the bush about six weeks ago, and being present with him when he took the saw from the pit. Hewitt at the time observed to witness that he had had an offer from Saby for the saw, and had refused to sell it, and that if M'Kenzie had sold it he had done so wrongfully, or words to that effect. Witness considered Hewitt to be a man of good character as far as he knew anything about him. [246, 699, 426, 799]
ad-subheading: GLASS AND CHINA WAREHOUSE, [901, 52, 1060, 63]
ad-signature: HENRY JACOBS, [512, 1238, 576, 1248]
court-case: William Manning, Frederick Foster, Patrick Welch, John Williams, Robert Johnson, and William Bolt were brought up on the charge of Captain Matthews of the ship Mystery, for having stolen beer and other goods part of the cargo of the said ship on the 13th February last. Foster was a passenger by the ship, the others were part of the crew. [58, 1285, 236, 1356]
court-case: This witness appearing in a state of intoxication, the Bench declined to take his evidence, and ordered him to be taken into custody for drunkenness. [246, 667, 426, 697]
ad-text: N consequence of the establishment of the Daily Mail to Kaiapoi, the proprietors of the "Lyttelton Times" have discontinued their Express on Wednesday and Saturday mornings, and for the future subscribers in Papanui, Kaiapoi, Rangiora, and Salt Water Creek, will receive their papers by the ordinary course of Post. [436, 422, 631, 482]
ad-rangiora-church: RANGIORA CHURCH. TENDERS for building the new Church at Rangiora are invited, and must be sent in before the FIRST DAY OF MAY NEXT. The plans and specifications can be seen on application to CAPT. J. R. BRANDON, Secretary Church Committee, Rangiora. [844, 882, 1117, 956]
court-case: This was an action to recover £20, brought by James Johnston, a carpenter, residing in Christchurch, against Robert Watson, tailor, of the same place. [246, 1438, 426, 1478]
ad-mystery-from-london: MYSTERY FROM LONDON. CONSIGNEES are requested to pass their entries and pay freight without delay. The Bills of Lading must be endorsed by agents before delivery of the cargo. All goods not cleared within ten days will be landed and stored at the expense and risk of Consignees. DALGETY, BUCKLEY, & CO., Norwich Quay. March 31, 1859. [436, 666, 631, 782]
ad-text: Very Commodious HOUSE, with half an acre of Garden Ground, well stocked in Fruit Trees in full bearing. There is a Well on the premises yielding a never failing supply of water. Apply to [436, 1122, 631, 1162]
ad-swaine-whips: SWAINE & CO.'S WHIPS, &c., NOW LANDING EX MYSTERY. A Parcel of whips and saddlery direct from the above celebrated makers, comprising— Hunting whips with gut, Rattan and Malacca cane handles. Jockey whips assorted, electro caps, silver and electro wire mountings. Ladies' twigs, plain and chased silver, electro plated and silver wire mountings. Gut and bone waggon whips assorted, 5 to 8½ feet. 14 feet raw hide stock whips, with hard wood handles. Hunting and cart whip thongs. Gut thong lashes. Metal travelling drinking flasks. Patent felt saddle cloths. Antigropelos leggings. Plain leather leggings and overalls. H. E. ALPORT. Market Place, Christchurch. [641, 1272, 834, 1451]
ad-schooner-ellen: FOR SALE, THE Schooner ELLEN, built of blue gum, coppered and copper fastened, having everything complete, such as anchors, chains, warps, sails, running gear, standing rigging, &c.; can be sent to sea at a moment's notice; is about 40 tons register. For further particulars, apply to MESSRS. COOKSON, BOWLER, & CO. [436, 782, 631, 864]
court-case: James M'Kenzie was next called. [254, 656, 366, 666]
ad-item: PLATED WARE: Forks and spoons, ladles, candlesticks, tea pots, cruets, breakfast and tea sets, salts. [848, 394, 1117, 414]
ad-subheading: POSTPONEMENT OF SALE. [917, 670, 1044, 681]
ad-number: 13 [641, 372, 681, 418]
